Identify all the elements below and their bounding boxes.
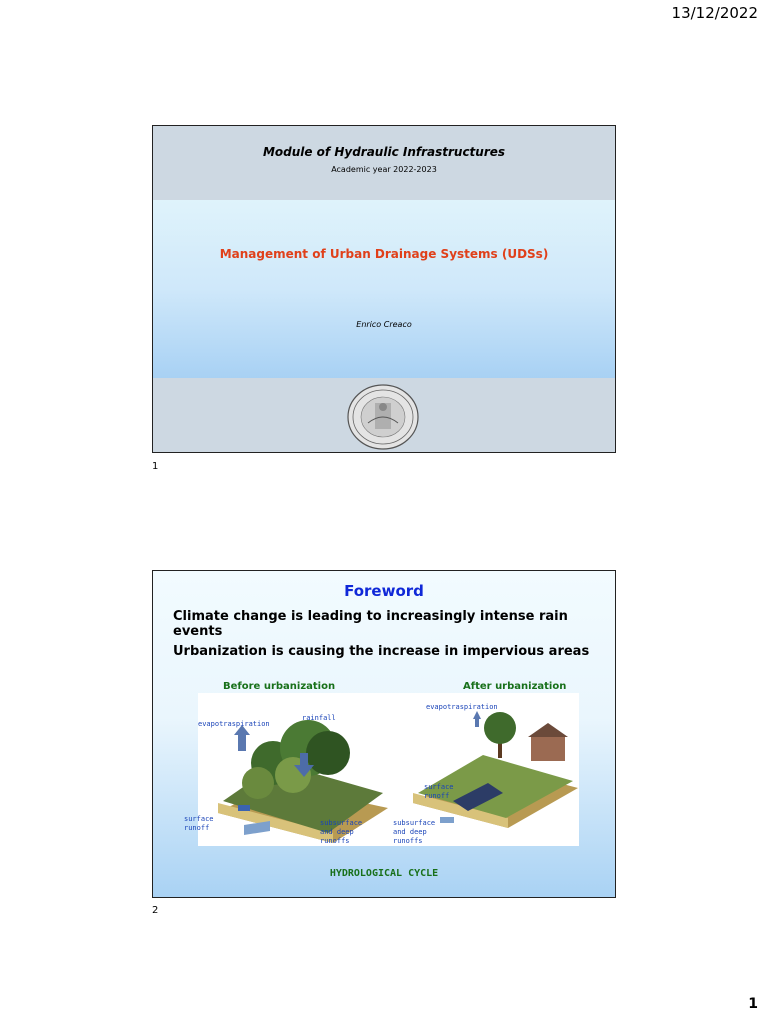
after-surface-runoff-label: surface runoff bbox=[424, 783, 454, 800]
slide-2 bbox=[152, 570, 616, 898]
academic-year: Academic year 2022-2023 bbox=[331, 165, 437, 174]
hydrological-cycle-illustration bbox=[184, 693, 579, 846]
hydrological-cycle-drawing bbox=[198, 693, 579, 846]
before-evapotranspiration-label: evapotraspiration bbox=[198, 720, 270, 728]
slide-1-top-band bbox=[153, 126, 615, 200]
slide-1 bbox=[152, 125, 616, 453]
before-surface-runoff-label: surface runoff bbox=[184, 815, 214, 832]
after-subsurface-runoffs-label: subsurface and deep runoffs bbox=[393, 819, 436, 845]
bullet-climate-change: Climate change is leading to increasingly intense rain events bbox=[173, 609, 568, 639]
author: Enrico Creaco bbox=[356, 320, 412, 329]
university-seal-logo bbox=[346, 383, 420, 451]
before-urbanization-label: Before urbanization bbox=[223, 681, 336, 692]
slide-2-title: Foreword bbox=[344, 582, 424, 600]
bullet-urbanization: Urbanization is causing the increase in impervious areas bbox=[173, 644, 590, 659]
after-evapotranspiration-label: evapotraspiration bbox=[426, 703, 498, 711]
slide-1-title: Management of Urban Drainage Systems (UDSs) bbox=[219, 247, 549, 261]
slide-1-middle-band bbox=[153, 200, 615, 378]
document-date: 13/12/2022 bbox=[671, 4, 758, 22]
page-number: 1 bbox=[748, 996, 758, 1012]
slide-2-number: 2 bbox=[152, 905, 159, 916]
slide-1-number: 1 bbox=[152, 461, 159, 472]
hydrological-cycle-caption: HYDROLOGICAL CYCLE bbox=[329, 868, 439, 879]
module-title: Module of Hydraulic Infrastructures bbox=[262, 145, 506, 159]
before-subsurface-runoffs-label: subsurface and deep runoffs bbox=[320, 819, 363, 845]
after-urbanization-label: After urbanization bbox=[463, 681, 567, 692]
before-rainfall-label: rainfall bbox=[302, 714, 336, 722]
